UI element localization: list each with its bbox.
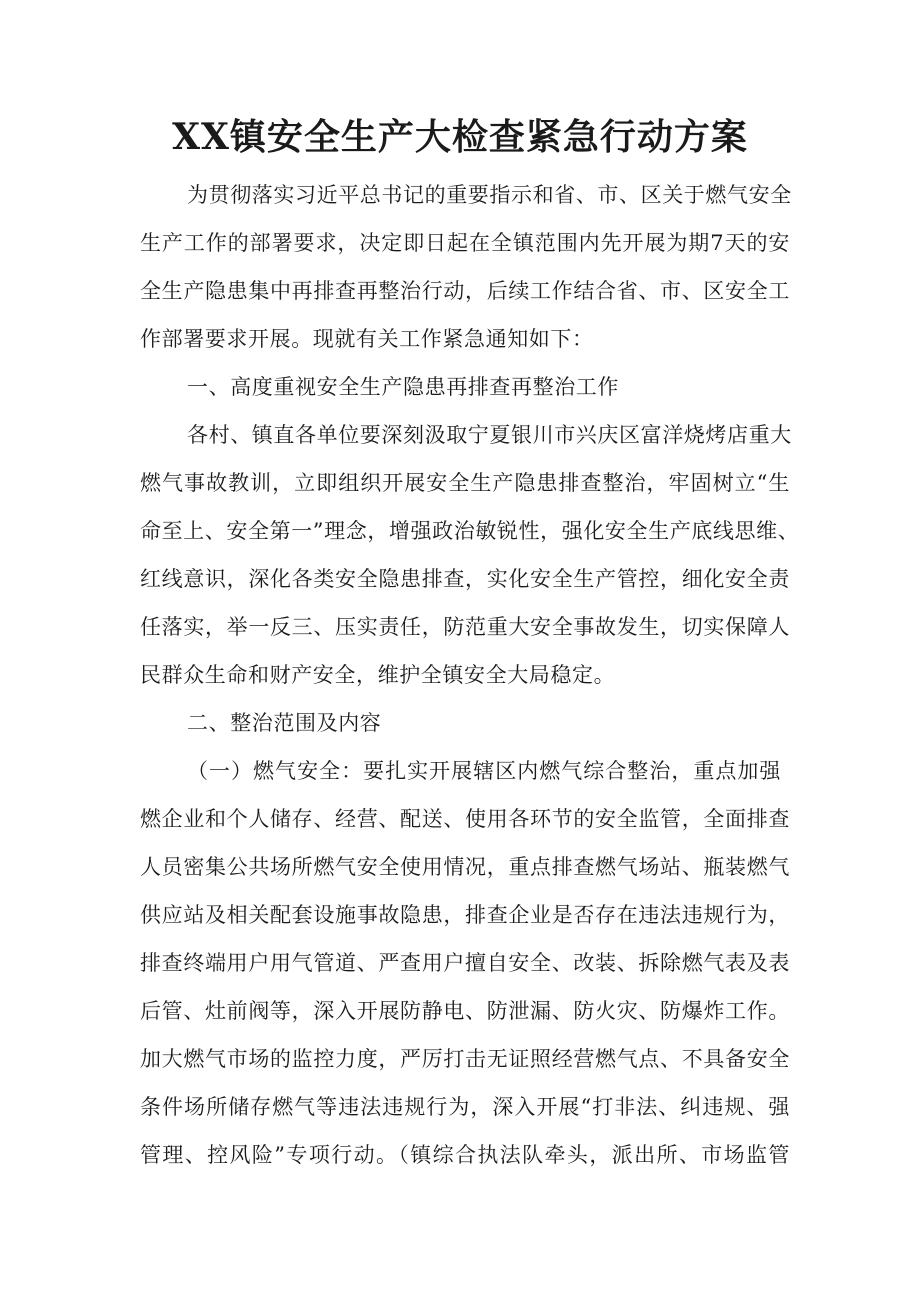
paragraph-line: 民群众生命和财产安全，维护全镇安全大局稳定。 [140,663,616,687]
paragraph-line: 后管、灶前阀等，深入开展防静电、防泄漏、防火灾、防爆炸工作。 [140,999,790,1023]
paragraph-line: 燃气事故教训，立即组织开展安全生产隐患排查整治，牢固树立“生 [140,471,790,495]
paragraph-line: 排查终端用户用气管道、严查用户擅自安全、改装、拆除燃气表及表 [140,951,790,975]
section-heading: 一、高度重视安全生产隐患再排查再整治工作 [187,375,619,399]
paragraph-line: 人员密集公共场所燃气安全使用情况，重点排查燃气场站、瓶装燃气 [140,855,790,879]
paragraph-line: 管理、控风险”专项行动。（镇综合执法队牵头，派出所、市场监管 [140,1143,790,1167]
paragraph-line: 为贯彻落实习近平总书记的重要指示和省、市、区关于燃气安全 [187,183,792,207]
paragraph-line: 供应站及相关配套设施事故隐患，排查企业是否存在违法违规行为， [140,903,790,927]
paragraph-line: 燃企业和个人储存、经营、配送、使用各环节的安全监管，全面排查 [140,807,790,831]
paragraph-line: 各村、镇直各单位要深刻汲取宁夏银川市兴庆区富洋烧烤店重大 [187,423,792,447]
section-heading: 二、整治范围及内容 [187,711,382,735]
paragraph-line: 命至上、安全第一”理念，增强政治敏锐性，强化安全生产底线思维、 [140,519,800,543]
paragraph-line: （一）燃气安全：要扎实开展辖区内燃气综合整治，重点加强 [187,759,781,783]
paragraph-line: 任落实，举一反三、压实责任，防范重大安全事故发生，切实保障人 [140,615,790,639]
paragraph-line: 红线意识，深化各类安全隐患排查，实化安全生产管控，细化安全责 [140,567,790,591]
paragraph-line: 生产工作的部署要求，决定即日起在全镇范围内先开展为期7天的安 [140,231,790,255]
paragraph-line: 条件场所储存燃气等违法违规行为，深入开展“打非法、纠违规、强 [140,1095,790,1119]
paragraph-line: 加大燃气市场的监控力度，严厉打击无证照经营燃气点、不具备安全 [140,1047,790,1071]
paragraph-line: 全生产隐患集中再排查再整治行动，后续工作结合省、市、区安全工 [140,279,790,303]
document-title: XX镇安全生产大检查紧急行动方案 [172,116,748,158]
paragraph-line: 作部署要求开展。现就有关工作紧急通知如下： [140,327,594,351]
